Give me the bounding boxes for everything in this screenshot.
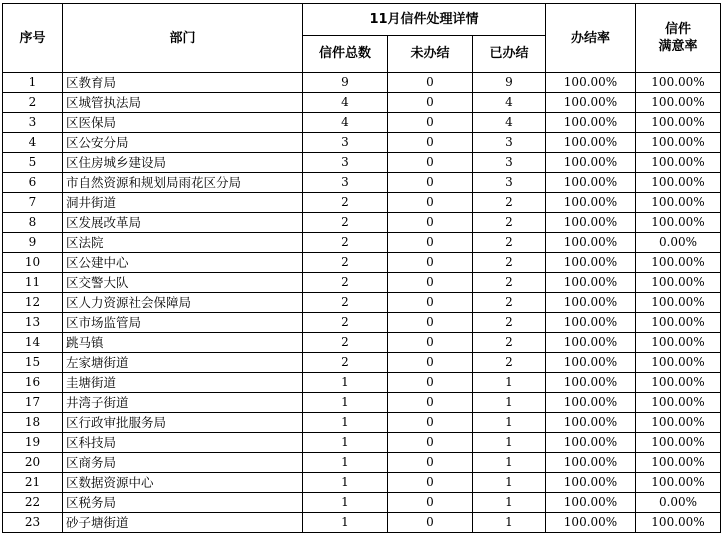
cell-satisfaction: 100.00% [636, 513, 721, 533]
cell-rate: 100.00% [546, 253, 636, 273]
cell-rate: 100.00% [546, 173, 636, 193]
cell-done: 2 [473, 353, 546, 373]
table-row [3, 433, 721, 453]
cell-rate: 100.00% [546, 313, 636, 333]
cell-done: 3 [473, 133, 546, 153]
cell-dept: 区医保局 [63, 113, 303, 133]
table-row [3, 513, 721, 533]
cell-rate: 100.00% [546, 353, 636, 373]
cell-rate: 100.00% [546, 273, 636, 293]
cell-rate: 100.00% [546, 193, 636, 213]
cell-seq: 9 [3, 233, 63, 253]
cell-satisfaction: 100.00% [636, 133, 721, 153]
cell-done: 1 [473, 493, 546, 513]
cell-satisfaction: 100.00% [636, 333, 721, 353]
cell-dept: 区税务局 [63, 493, 303, 513]
header-seq: 序号 [3, 4, 63, 73]
cell-pending: 0 [388, 433, 473, 453]
cell-seq: 8 [3, 213, 63, 233]
cell-dept: 区交警大队 [63, 273, 303, 293]
table-row [3, 493, 721, 513]
cell-satisfaction: 100.00% [636, 433, 721, 453]
cell-rate: 100.00% [546, 153, 636, 173]
table-row [3, 73, 721, 93]
cell-satisfaction: 100.00% [636, 473, 721, 493]
cell-rate: 100.00% [546, 93, 636, 113]
cell-total: 2 [303, 213, 388, 233]
cell-seq: 11 [3, 273, 63, 293]
cell-pending: 0 [388, 193, 473, 213]
header-done: 已办结 [473, 36, 546, 73]
table-row [3, 393, 721, 413]
cell-satisfaction: 100.00% [636, 273, 721, 293]
cell-pending: 0 [388, 453, 473, 473]
cell-dept: 区公建中心 [63, 253, 303, 273]
cell-pending: 0 [388, 273, 473, 293]
cell-done: 4 [473, 113, 546, 133]
cell-done: 1 [473, 393, 546, 413]
header-total: 信件总数 [303, 36, 388, 73]
cell-done: 1 [473, 413, 546, 433]
header-satisfaction-line2: 满意率 [658, 39, 698, 54]
cell-pending: 0 [388, 493, 473, 513]
cell-done: 3 [473, 173, 546, 193]
cell-pending: 0 [388, 333, 473, 353]
cell-dept: 井湾子街道 [63, 393, 303, 413]
table-row [3, 373, 721, 393]
cell-satisfaction: 100.00% [636, 113, 721, 133]
cell-pending: 0 [388, 373, 473, 393]
cell-total: 2 [303, 193, 388, 213]
cell-total: 1 [303, 453, 388, 473]
cell-rate: 100.00% [546, 213, 636, 233]
cell-seq: 14 [3, 333, 63, 353]
cell-dept: 跳马镇 [63, 333, 303, 353]
cell-total: 3 [303, 173, 388, 193]
table-header [3, 4, 721, 73]
cell-satisfaction: 0.00% [636, 493, 721, 513]
cell-satisfaction: 100.00% [636, 373, 721, 393]
cell-done: 2 [473, 213, 546, 233]
cell-rate: 100.00% [546, 233, 636, 253]
cell-satisfaction: 100.00% [636, 173, 721, 193]
cell-rate: 100.00% [546, 453, 636, 473]
cell-done: 1 [473, 453, 546, 473]
cell-satisfaction: 0.00% [636, 233, 721, 253]
cell-pending: 0 [388, 233, 473, 253]
cell-satisfaction: 100.00% [636, 93, 721, 113]
cell-seq: 7 [3, 193, 63, 213]
cell-total: 1 [303, 513, 388, 533]
cell-rate: 100.00% [546, 473, 636, 493]
cell-dept: 区公安分局 [63, 133, 303, 153]
table-row [3, 133, 721, 153]
header-satisfaction [636, 4, 721, 73]
cell-total: 2 [303, 353, 388, 373]
cell-rate: 100.00% [546, 413, 636, 433]
table-row [3, 273, 721, 293]
table-row [3, 473, 721, 493]
cell-seq: 23 [3, 513, 63, 533]
cell-done: 2 [473, 193, 546, 213]
cell-satisfaction: 100.00% [636, 153, 721, 173]
cell-done: 4 [473, 93, 546, 113]
header-row-1 [3, 4, 721, 36]
table-row [3, 93, 721, 113]
cell-seq: 10 [3, 253, 63, 273]
cell-seq: 6 [3, 173, 63, 193]
cell-dept: 砂子塘街道 [63, 513, 303, 533]
cell-total: 9 [303, 73, 388, 93]
cell-dept: 区法院 [63, 233, 303, 253]
cell-pending: 0 [388, 293, 473, 313]
cell-total: 2 [303, 333, 388, 353]
cell-satisfaction: 100.00% [636, 413, 721, 433]
cell-done: 2 [473, 273, 546, 293]
cell-rate: 100.00% [546, 333, 636, 353]
cell-total: 3 [303, 153, 388, 173]
cell-pending: 0 [388, 213, 473, 233]
table-body [3, 73, 721, 533]
cell-done: 9 [473, 73, 546, 93]
letter-stats-table-container [2, 3, 721, 533]
cell-total: 1 [303, 473, 388, 493]
cell-dept: 区人力资源社会保障局 [63, 293, 303, 313]
cell-done: 3 [473, 153, 546, 173]
cell-total: 2 [303, 313, 388, 333]
cell-rate: 100.00% [546, 433, 636, 453]
cell-pending: 0 [388, 113, 473, 133]
cell-dept: 市自然资源和规划局雨花区分局 [63, 173, 303, 193]
cell-rate: 100.00% [546, 113, 636, 133]
table-row [3, 413, 721, 433]
cell-satisfaction: 100.00% [636, 353, 721, 373]
cell-done: 1 [473, 513, 546, 533]
cell-done: 2 [473, 333, 546, 353]
cell-satisfaction: 100.00% [636, 73, 721, 93]
table-row [3, 233, 721, 253]
cell-total: 2 [303, 293, 388, 313]
cell-pending: 0 [388, 153, 473, 173]
cell-dept: 区市场监管局 [63, 313, 303, 333]
cell-total: 1 [303, 433, 388, 453]
cell-seq: 2 [3, 93, 63, 113]
cell-satisfaction: 100.00% [636, 313, 721, 333]
cell-seq: 21 [3, 473, 63, 493]
cell-dept: 区教育局 [63, 73, 303, 93]
cell-satisfaction: 100.00% [636, 293, 721, 313]
cell-dept: 区城管执法局 [63, 93, 303, 113]
cell-total: 1 [303, 493, 388, 513]
table-row [3, 113, 721, 133]
cell-rate: 100.00% [546, 373, 636, 393]
table-row [3, 333, 721, 353]
cell-pending: 0 [388, 353, 473, 373]
header-pending: 未办结 [388, 36, 473, 73]
cell-satisfaction: 100.00% [636, 193, 721, 213]
cell-pending: 0 [388, 73, 473, 93]
cell-pending: 0 [388, 173, 473, 193]
table-row [3, 153, 721, 173]
cell-dept: 区住房城乡建设局 [63, 153, 303, 173]
cell-done: 2 [473, 253, 546, 273]
table-row [3, 213, 721, 233]
cell-total: 2 [303, 233, 388, 253]
table-row [3, 253, 721, 273]
cell-done: 1 [473, 373, 546, 393]
cell-seq: 12 [3, 293, 63, 313]
table-row [3, 293, 721, 313]
cell-seq: 17 [3, 393, 63, 413]
cell-done: 1 [473, 433, 546, 453]
cell-dept: 洞井街道 [63, 193, 303, 213]
cell-total: 4 [303, 93, 388, 113]
header-satisfaction-line1: 信件 [664, 22, 691, 37]
cell-satisfaction: 100.00% [636, 213, 721, 233]
cell-pending: 0 [388, 393, 473, 413]
table-row [3, 313, 721, 333]
cell-rate: 100.00% [546, 493, 636, 513]
cell-total: 2 [303, 273, 388, 293]
cell-seq: 20 [3, 453, 63, 473]
cell-total: 2 [303, 253, 388, 273]
table-row [3, 173, 721, 193]
cell-done: 2 [473, 233, 546, 253]
header-dept: 部门 [63, 4, 303, 73]
cell-dept: 区商务局 [63, 453, 303, 473]
cell-dept: 区数据资源中心 [63, 473, 303, 493]
cell-seq: 19 [3, 433, 63, 453]
cell-total: 1 [303, 413, 388, 433]
cell-pending: 0 [388, 133, 473, 153]
cell-pending: 0 [388, 93, 473, 113]
cell-satisfaction: 100.00% [636, 253, 721, 273]
cell-seq: 13 [3, 313, 63, 333]
cell-satisfaction: 100.00% [636, 393, 721, 413]
header-rate: 办结率 [546, 4, 636, 73]
cell-dept: 左家塘街道 [63, 353, 303, 373]
cell-total: 4 [303, 113, 388, 133]
table-row [3, 353, 721, 373]
cell-pending: 0 [388, 513, 473, 533]
cell-dept: 区科技局 [63, 433, 303, 453]
cell-done: 1 [473, 473, 546, 493]
cell-rate: 100.00% [546, 133, 636, 153]
cell-total: 1 [303, 373, 388, 393]
cell-rate: 100.00% [546, 293, 636, 313]
table-row [3, 193, 721, 213]
table-row [3, 453, 721, 473]
cell-seq: 16 [3, 373, 63, 393]
cell-done: 2 [473, 313, 546, 333]
cell-rate: 100.00% [546, 513, 636, 533]
cell-rate: 100.00% [546, 73, 636, 93]
cell-dept: 圭塘街道 [63, 373, 303, 393]
cell-dept: 区发展改革局 [63, 213, 303, 233]
letter-stats-table [2, 3, 721, 533]
cell-pending: 0 [388, 253, 473, 273]
cell-seq: 15 [3, 353, 63, 373]
header-group: 11月信件处理详情 [303, 4, 546, 36]
cell-pending: 0 [388, 313, 473, 333]
cell-seq: 1 [3, 73, 63, 93]
cell-seq: 4 [3, 133, 63, 153]
cell-total: 1 [303, 393, 388, 413]
cell-done: 2 [473, 293, 546, 313]
cell-seq: 22 [3, 493, 63, 513]
cell-dept: 区行政审批服务局 [63, 413, 303, 433]
cell-seq: 5 [3, 153, 63, 173]
cell-seq: 18 [3, 413, 63, 433]
cell-satisfaction: 100.00% [636, 453, 721, 473]
cell-seq: 3 [3, 113, 63, 133]
cell-rate: 100.00% [546, 393, 636, 413]
cell-total: 3 [303, 133, 388, 153]
cell-pending: 0 [388, 413, 473, 433]
cell-pending: 0 [388, 473, 473, 493]
